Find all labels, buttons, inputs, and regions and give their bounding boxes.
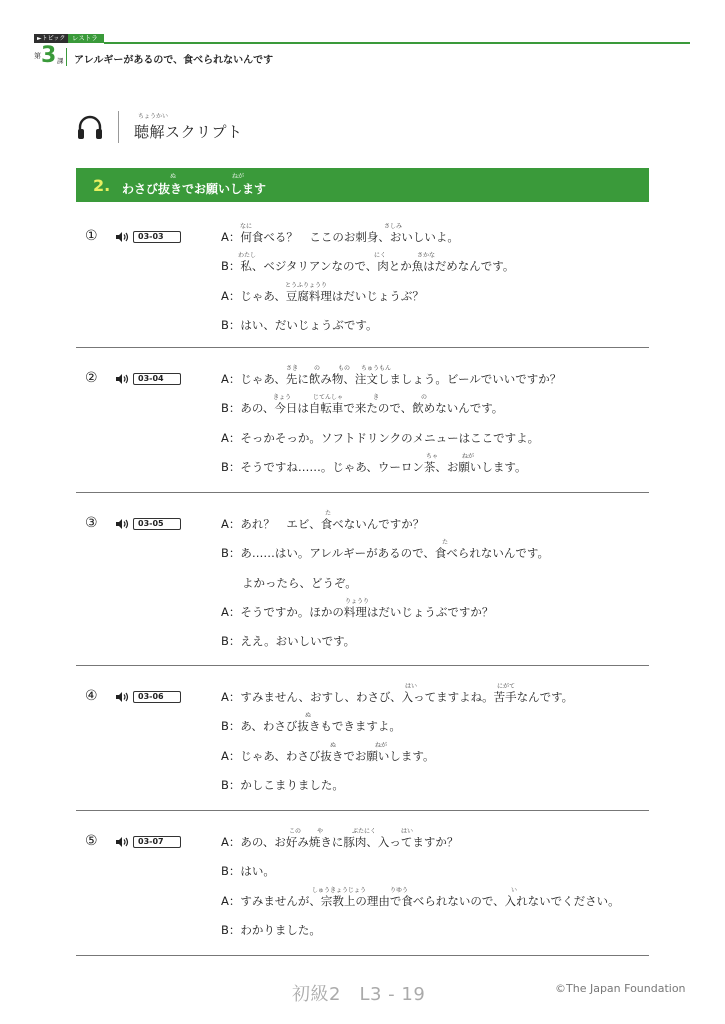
audio-track-button[interactable] bbox=[115, 373, 181, 385]
topic-divider bbox=[104, 42, 690, 44]
dialog-number: ⑤ bbox=[85, 833, 98, 849]
track-number: 03-03 bbox=[133, 231, 181, 243]
dialog-line: A：すみません、おすし、わさび、入ってますよね。苦手なんです。 bbox=[221, 690, 574, 704]
audio-track-button[interactable] bbox=[115, 691, 181, 703]
furigana-ruby: の bbox=[314, 365, 321, 372]
speaker-icon bbox=[115, 836, 131, 848]
dialog-line: B：かしこまりました。 bbox=[221, 777, 344, 792]
furigana-ruby: じてんしゃ bbox=[313, 394, 344, 402]
track-number: 03-06 bbox=[133, 691, 181, 703]
dialog-line: A：そうですか。ほかの料理はだいじょうぶですか？ bbox=[221, 604, 494, 619]
furigana-ruby: とうふりょうり bbox=[285, 281, 328, 289]
dialog-line: B：そうですね……。じゃあ、ウーロン茶、お願いします。 bbox=[221, 459, 527, 474]
dialog-line: A：そっかそっか。ソフトドリンクのメニューはここですよ。 bbox=[221, 430, 540, 445]
dialog-line: B：はい。 bbox=[221, 864, 275, 879]
dialog-line: A：じゃあ、豆腐料理はだいじょうぶ？ bbox=[221, 288, 424, 303]
furigana-ruby: ちゃ bbox=[426, 452, 439, 460]
furigana-ruby: はい bbox=[405, 683, 418, 690]
footer-title: 初級2 L3 - 19 bbox=[292, 984, 426, 1005]
furigana-ruby: た bbox=[325, 510, 332, 517]
dialog-line: A：すみませんが、宗教上の理由で食べられないので、入れないでください。 bbox=[221, 893, 620, 908]
furigana-ruby: ちゅうもん bbox=[361, 365, 392, 372]
lesson-number: 3 bbox=[41, 43, 57, 68]
furigana-ruby: りょうり bbox=[345, 597, 370, 605]
dialog-line: A：何食べる？ ここのお刺身、おいしいよ。 bbox=[221, 230, 459, 244]
dialog-line: B：わかりました。 bbox=[221, 922, 321, 937]
furigana-ruby: きょう bbox=[273, 394, 292, 402]
furigana-ruby: はい bbox=[401, 828, 414, 835]
furigana-ruby: にく bbox=[374, 252, 387, 260]
furigana-ruby: き bbox=[373, 394, 380, 402]
furigana-ruby: や bbox=[317, 828, 324, 835]
dialog-number: ② bbox=[85, 370, 98, 386]
furigana-ruby: にがて bbox=[497, 683, 516, 690]
dialog-line: A：じゃあ、わさび抜きでお願いします。 bbox=[221, 748, 435, 763]
lesson-suffix: 課 bbox=[57, 57, 64, 65]
speaker-icon bbox=[115, 691, 131, 703]
furigana-ruby: ぬ bbox=[305, 712, 312, 720]
furigana-ruby: なに bbox=[240, 223, 253, 230]
dialog-section bbox=[76, 492, 649, 666]
heading-ruby: ちょうかい bbox=[138, 113, 169, 120]
script-heading bbox=[76, 108, 376, 148]
dialog-line: B：あ……はい。アレルギーがあるので、食べられないんです。 bbox=[221, 546, 549, 561]
lesson-separator bbox=[66, 48, 67, 66]
furigana-ruby: さき bbox=[286, 365, 299, 372]
furigana-ruby: りゆう bbox=[390, 886, 409, 894]
furigana-ruby: わたし bbox=[238, 252, 257, 260]
section-title-bar bbox=[76, 168, 649, 202]
furigana-ruby: ぬ bbox=[330, 741, 337, 749]
heading-separator bbox=[118, 111, 119, 143]
audio-track-button[interactable] bbox=[115, 518, 181, 530]
furigana-ruby: この bbox=[289, 828, 302, 835]
dialog-line: B：私、ベジタリアンなので、肉とか魚はだめなんです。 bbox=[221, 259, 515, 274]
section-number: 2. bbox=[93, 176, 111, 195]
footer-copyright: ©The Japan Foundation bbox=[555, 982, 686, 995]
topic-name: レストランで bbox=[68, 34, 104, 43]
dialog-number: ① bbox=[85, 228, 98, 244]
dialog-line: B：ええ。おいしいです。 bbox=[221, 634, 356, 649]
lesson-title: アレルギーがあるので、食べられないんです bbox=[74, 55, 274, 66]
section-ruby: ねが bbox=[232, 173, 245, 180]
furigana-ruby: ねが bbox=[462, 452, 475, 460]
speaker-icon bbox=[115, 231, 131, 243]
headphones-icon bbox=[76, 114, 104, 142]
furigana-ruby: さかな bbox=[417, 252, 436, 260]
dialog-line: A：じゃあ、先に飲み物、注文しましょう。ビールでいいですか？ bbox=[221, 372, 562, 386]
dialog-section bbox=[76, 665, 649, 811]
furigana-ruby: の bbox=[421, 394, 428, 402]
furigana-ruby: ねが bbox=[375, 741, 388, 749]
topic-bar bbox=[34, 34, 690, 51]
furigana-ruby: もの bbox=[338, 365, 351, 372]
dialog-section bbox=[76, 205, 649, 348]
track-number: 03-04 bbox=[133, 373, 181, 385]
dialog-line: B：あの、今日は自転車で来たので、飲めないんです。 bbox=[221, 401, 504, 416]
section-ruby: ぬ bbox=[170, 173, 177, 180]
speaker-icon bbox=[115, 518, 131, 530]
dialog-section bbox=[76, 810, 649, 956]
dialog-line: A：あれ？ エビ、食べないんですか？ bbox=[221, 517, 425, 531]
dialog-line: A：あの、お好み焼きに豚肉、入ってますか？ bbox=[221, 835, 459, 849]
page-title: 聴解スクリプト bbox=[134, 123, 243, 141]
furigana-ruby: い bbox=[511, 886, 518, 894]
audio-track-button[interactable] bbox=[115, 836, 181, 848]
track-number: 03-07 bbox=[133, 836, 181, 848]
section-title: わさび抜きでお願いします bbox=[122, 182, 267, 196]
dialog-line: B：あ、わさび抜きもできますよ。 bbox=[221, 719, 401, 734]
lesson-prefix: 第 bbox=[34, 52, 41, 60]
furigana-ruby: しゅうきょうじょう bbox=[312, 886, 367, 894]
audio-track-button[interactable] bbox=[115, 231, 181, 243]
dialog-number: ④ bbox=[85, 688, 98, 704]
dialog-section bbox=[76, 347, 649, 493]
track-number: 03-05 bbox=[133, 518, 181, 530]
furigana-ruby: さしみ bbox=[384, 223, 403, 230]
dialog-number: ③ bbox=[85, 515, 98, 531]
speaker-icon bbox=[115, 373, 131, 385]
dialog-line: B：はい、だいじょうぶです。 bbox=[221, 317, 378, 332]
furigana-ruby: た bbox=[442, 539, 449, 547]
dialog-line: よかったら、どうぞ。 bbox=[242, 575, 357, 590]
topic-tag: ►トピック bbox=[34, 34, 68, 43]
furigana-ruby: ぶたにく bbox=[352, 828, 377, 835]
